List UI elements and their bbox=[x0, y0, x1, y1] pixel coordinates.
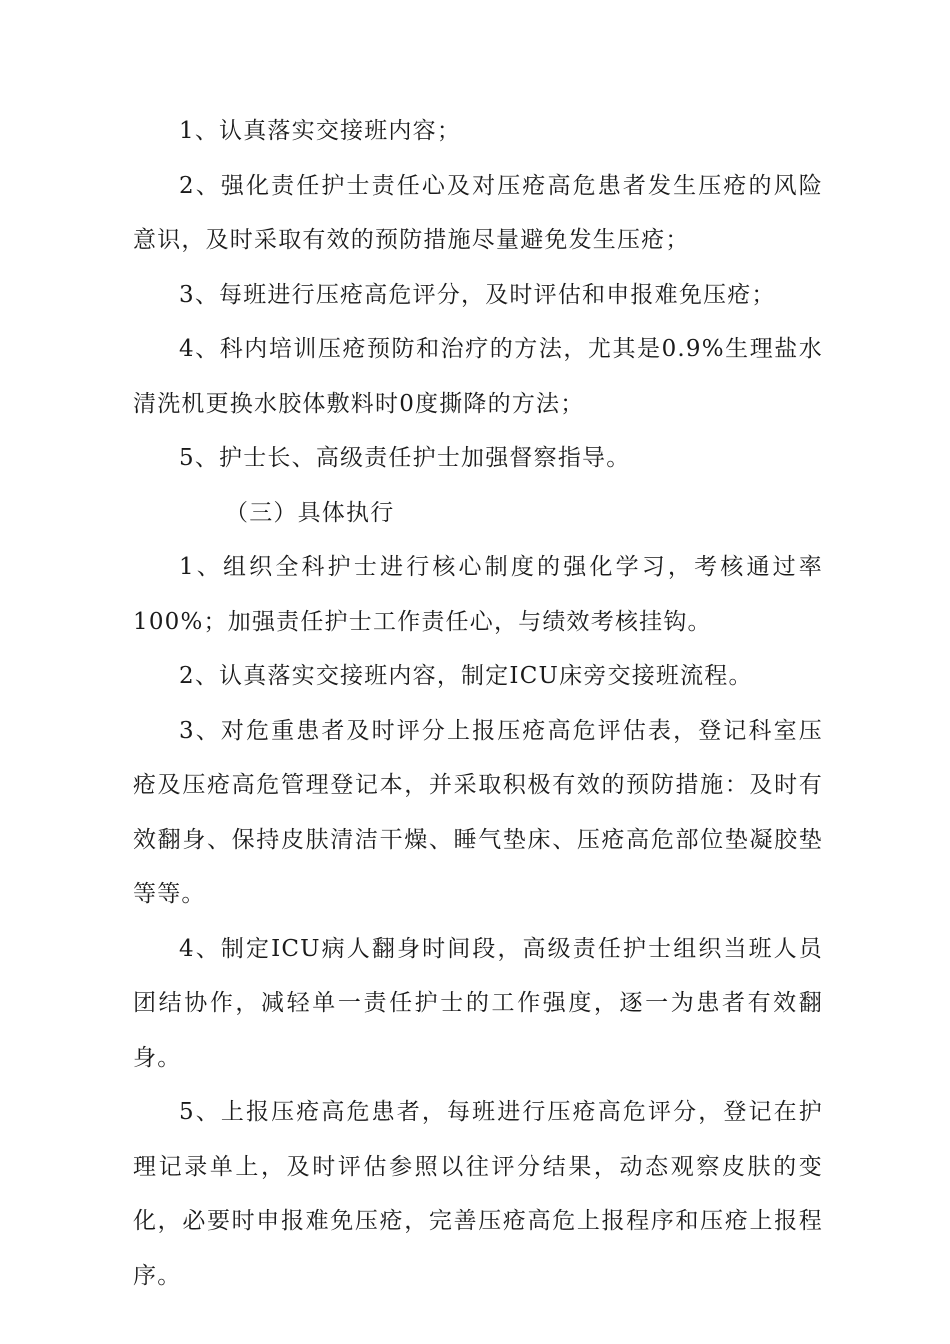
paragraph-risk-awareness: 2、强化责任护士责任心及对压疮高危患者发生压疮的风险意识，及时采取有效的预防措施尽量避免发生压疮； bbox=[133, 172, 823, 253]
paragraph-training: 4、科内培训压疮预防和治疗的方法，尤其是0.9%生理盐水清洗机更换水胶体敷料时0度撕降的方法； bbox=[133, 336, 823, 417]
paragraph-bedside-handover: 2、认真落实交接班内容，制定ICU床旁交接班流程。 bbox=[179, 663, 753, 689]
paragraph-core-system-study: 1、组织全科护士进行核心制度的强化学习，考核通过率100%；加强责任护士工作责任心，与绩效考核挂钩。 bbox=[133, 554, 823, 635]
paragraph-turning-schedule: 4、制定ICU病人翻身时间段，高级责任护士组织当班人员团结协作，减轻单一责任护士的工作强度，逐一为患者有效翻身。 bbox=[133, 935, 823, 1071]
paragraph-reporting: 5、上报压疮高危患者，每班进行压疮高危评分，登记在护理记录单上，及时评估参照以往评分结果，动态观察皮肤的变化，必要时申报难免压疮，完善压疮高危上报程序和压疮上报程序。 bbox=[133, 1099, 823, 1289]
section-heading-execution: （三）具体执行 bbox=[225, 499, 395, 526]
paragraph-shift-scoring: 3、每班进行压疮高危评分，及时评估和申报难免压疮； bbox=[179, 281, 776, 308]
document-body bbox=[133, 104, 823, 1303]
paragraph-supervision: 5、护士长、高级责任护士加强督察指导。 bbox=[179, 445, 631, 471]
paragraph-risk-assessment: 3、对危重患者及时评分上报压疮高危评估表，登记科室压疮及压疮高危管理登记本，并采取积极有效的预防措施：及时有效翻身、保持皮肤清洁干燥、睡气垫床、压疮高危部位垫凝胶垫等等。 bbox=[133, 717, 823, 907]
paragraph-handover-content: 1、认真落实交接班内容； bbox=[179, 118, 462, 144]
